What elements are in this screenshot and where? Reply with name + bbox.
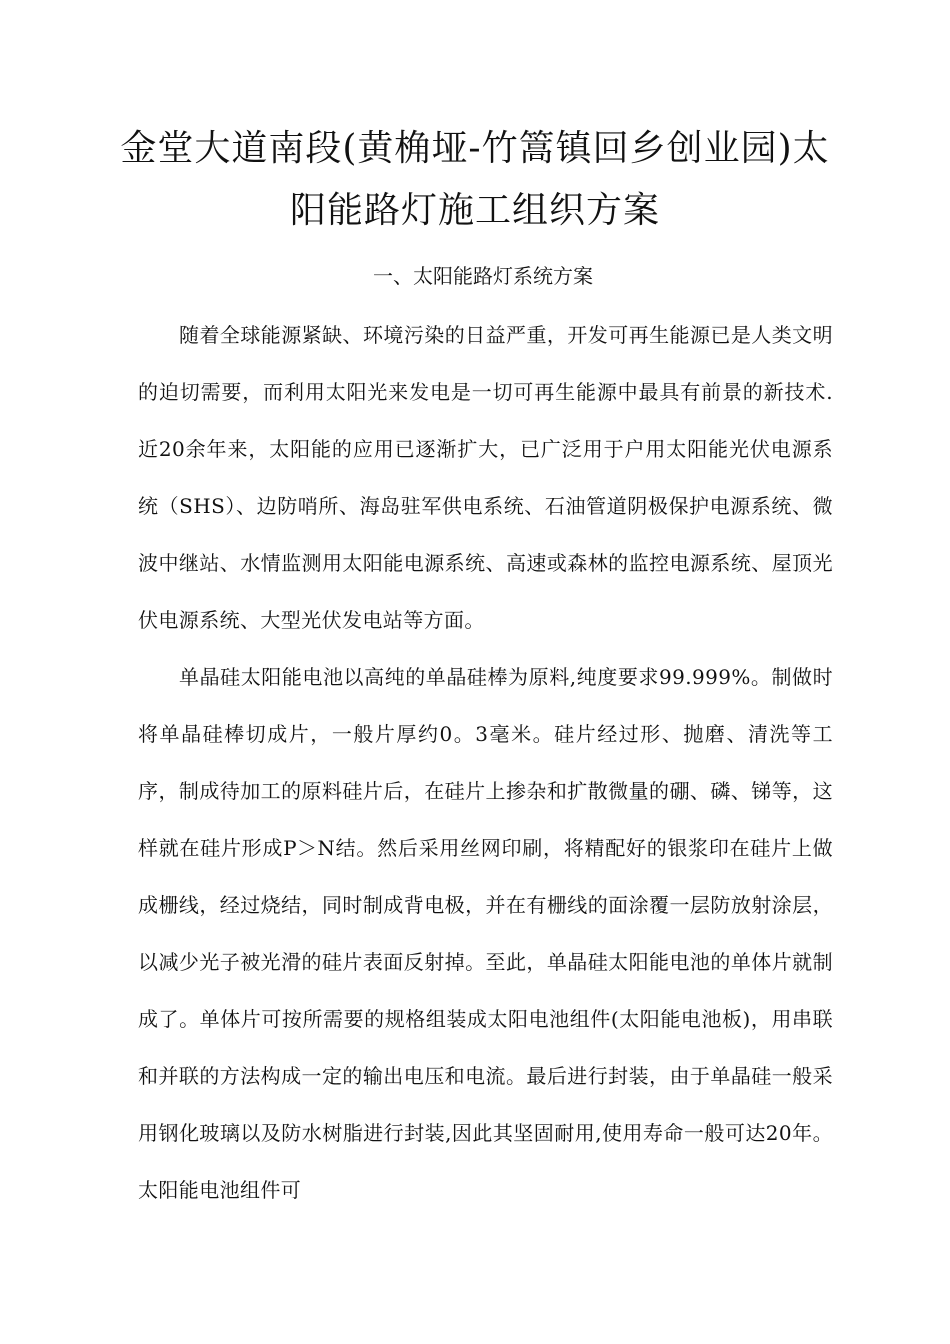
document-title: 金堂大道南段(黄桷垭-竹篙镇回乡创业园)太阳能路灯施工组织方案 [120,128,830,231]
body-paragraph: 随着全球能源紧缺、环境污染的日益严重，开发可再生能源已是人类文明的迫切需要，而利用太阳光来发电是一切可再生能源中最具有前景的新技术.近20余年来，太阳能的应用已逐渐扩大，已广泛用于户用太阳能光伏电源系统（SHS）、边防哨所、海岛驻军供电系统、石油管道阴极保护电源系统、微波中继站、水情监测用太阳能电源系统、高速或森林的监控电源系统、屋顶光伏电源系统、大型光伏发电站等方面。 [138,323,833,632]
body-paragraph: 单晶硅太阳能电池以高纯的单晶硅棒为原料,纯度要求99.999%。制做时将单晶硅棒切成片，一般片厚约0。3毫米。硅片经过形、抛磨、清洗等工序，制成待加工的原料硅片后，在硅片上掺杂和扩散微量的硼、磷、锑等，这样就在硅片形成P＞N结。然后采用丝网印刷，将精配好的银浆印在硅片上做成栅线，经过烧结，同时制成背电极，并在有栅线的面涂覆一层防放射涂层，以减少光子被光滑的硅片表面反射掉。至此，单晶硅太阳能电池的单体片就制成了。单体片可按所需要的规格组装成太阳电池组件(太阳能电池板)，用串联和并联的方法构成一定的输出电压和电流。最后进行封装，由于单晶硅一般采用钢化玻璃以及防水树脂进行封装,因此其坚固耐用,使用寿命一般可达20年。太阳能电池组件可 [138,665,833,1202]
section-heading: 一、太阳能路灯系统方案 [373,264,593,288]
